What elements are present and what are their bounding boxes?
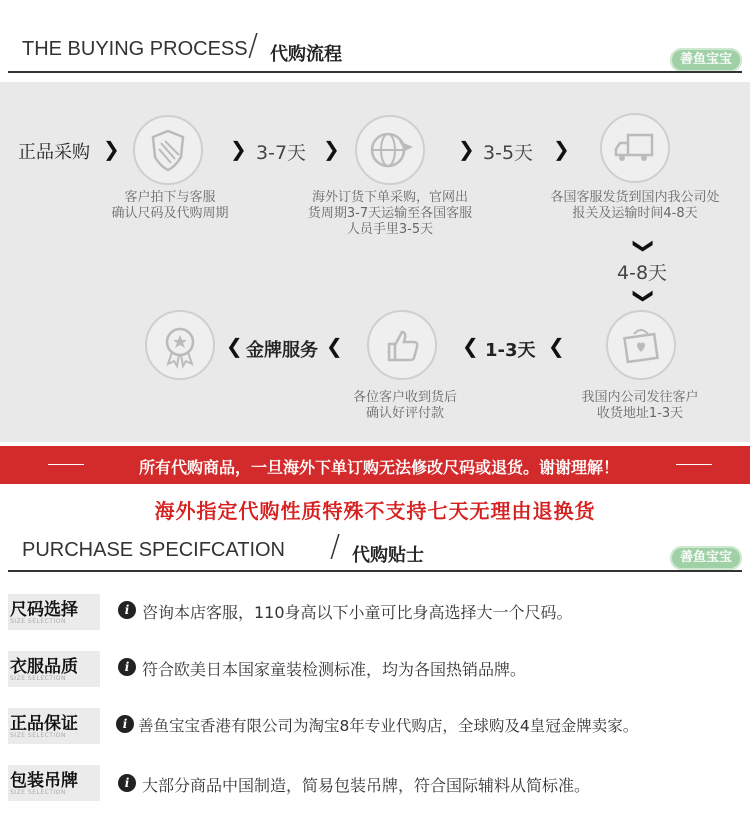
banner-text: 所有代购商品，一旦海外下单订购无法修改尺码或退货。谢谢理解！	[138, 458, 619, 477]
shield-icon	[133, 115, 203, 185]
desc-line: 各位客户收到货后	[352, 390, 457, 405]
chevron-right-icon: ❯	[103, 137, 120, 161]
step-purchase-label: 正品采购	[18, 142, 90, 163]
desc-line: 收货地址1-3天	[596, 406, 684, 421]
award-medal-icon	[145, 310, 215, 380]
banner-rule-right	[676, 464, 712, 465]
tip-tag-size	[8, 594, 100, 630]
globe-plane-icon	[355, 115, 425, 185]
tip-tag-subtitle: SIZE SELECTION	[10, 732, 66, 739]
chevron-right-icon: ❯	[553, 137, 570, 161]
desc-line: 报关及运输时间4-8天	[572, 206, 698, 221]
brand-logo: 善鱼宝宝	[670, 48, 742, 72]
title-slash: /	[330, 529, 341, 564]
desc-confirm-receipt	[330, 390, 480, 422]
tip-tag-authentic	[8, 708, 100, 744]
section-title-en: THE BUYING PROCESS	[22, 38, 248, 60]
duration-3-7-days: 3-7天	[256, 142, 307, 164]
desc-line: 客户拍下与客服	[124, 190, 216, 205]
desc-line: 确认好评付款	[365, 406, 444, 421]
chevron-left-icon: ❮	[226, 334, 243, 358]
tip-tag-quality	[8, 651, 100, 687]
tip-tag-title: 包装吊牌	[10, 771, 78, 791]
title-slash: /	[248, 28, 259, 63]
tip-tag-title: 正品保证	[10, 714, 78, 734]
banner-rule-left	[48, 464, 84, 465]
section-rule	[8, 71, 742, 73]
duration-3-5-days: 3-5天	[483, 142, 534, 164]
chevron-down-icon: ❯	[632, 287, 657, 305]
tip-text-size: 咨询本店客服，110身高以下小童可比身高选择大一个尺码。	[142, 603, 573, 622]
chevron-right-icon: ❯	[458, 137, 475, 161]
step-gold-service-label: 金牌服务	[246, 340, 318, 361]
return-policy-warning: 海外指定代购性质特殊不支持七天无理由退换货	[154, 499, 596, 523]
tip-tag-title: 尺码选择	[10, 600, 78, 620]
section-rule	[8, 570, 742, 572]
chevron-right-icon: ❯	[323, 137, 340, 161]
info-icon: i	[118, 601, 136, 619]
desc-overseas-order	[290, 190, 490, 238]
notice-banner	[0, 446, 750, 484]
chevron-down-icon: ❯	[632, 237, 657, 255]
tip-tag-packaging	[8, 765, 100, 801]
chevron-left-icon: ❮	[548, 334, 565, 358]
thumbs-up-icon	[367, 310, 437, 380]
desc-line: 各国客服发货到国内我公司处	[550, 190, 720, 205]
tip-tag-subtitle: SIZE SELECTION	[10, 789, 66, 796]
brand-logo: 善鱼宝宝	[670, 546, 742, 570]
tip-tag-title: 衣服品质	[10, 657, 78, 677]
chevron-left-icon: ❮	[326, 334, 343, 358]
desc-ship-to-customer	[560, 390, 720, 422]
desc-line: 人员手里3-5天	[346, 222, 434, 237]
info-icon: i	[118, 774, 136, 792]
info-icon: i	[116, 715, 134, 733]
tip-tag-subtitle: SIZE SELECTION	[10, 675, 66, 682]
desc-line: 确认尺码及代购周期	[111, 206, 229, 221]
gift-heart-icon	[606, 310, 676, 380]
tip-tag-subtitle: SIZE SELECTION	[10, 618, 66, 625]
duration-1-3-days: 1-3天	[485, 340, 536, 361]
section-title-cn: 代购贴士	[352, 545, 424, 566]
tip-text-packaging: 大部分商品中国制造，简易包装吊牌，符合国际辅料从简标准。	[142, 776, 591, 795]
chevron-left-icon: ❮	[462, 334, 479, 358]
tip-text-quality: 符合欧美日本国家童装检测标准，均为各国热销品牌。	[142, 660, 527, 679]
truck-icon	[600, 113, 670, 183]
desc-confirm-size	[95, 190, 245, 222]
desc-line: 海外订货下单采购，官网出	[311, 190, 468, 205]
section-title-cn: 代购流程	[270, 44, 342, 65]
chevron-right-icon: ❯	[230, 137, 247, 161]
desc-domestic-customs	[530, 190, 740, 222]
duration-4-8-days: 4-8天	[617, 262, 668, 284]
tip-text-authentic: 善鱼宝宝香港有限公司为淘宝8年专业代购店，全球购及4皇冠金牌卖家。	[138, 717, 639, 735]
desc-line: 我国内公司发往客户	[581, 390, 699, 405]
section-title-en: PURCHASE SPECIFCATION	[22, 539, 285, 561]
desc-line: 货周期3-7天运输至各国客服	[307, 206, 473, 221]
info-icon: i	[118, 658, 136, 676]
